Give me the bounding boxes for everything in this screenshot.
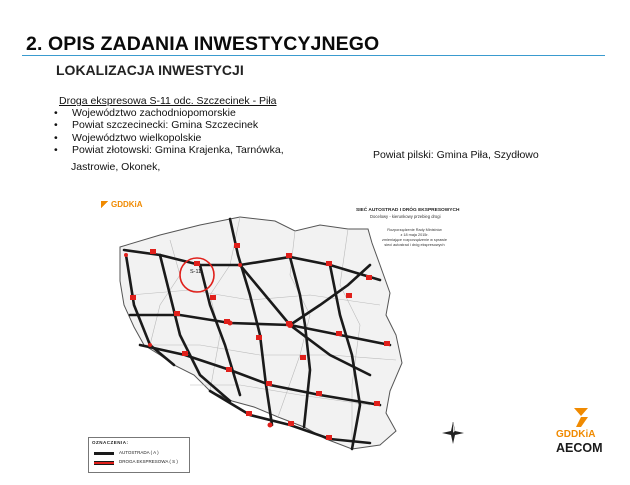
route-marker: [256, 335, 262, 340]
slide-subtitle: LOKALIZACJA INWESTYCJI: [56, 62, 244, 78]
route-marker: [182, 351, 188, 356]
location-list: [54, 107, 284, 157]
map-key: [88, 437, 190, 473]
list-item: [54, 144, 284, 156]
route-marker: [288, 421, 294, 426]
route-marker: [130, 295, 136, 300]
gddkia-brand-text: GDDKiA: [556, 429, 596, 440]
list-item: [54, 107, 284, 119]
city-marker: [148, 343, 152, 347]
bullet-icon: •: [54, 119, 58, 132]
gddkia-logo-icon: [572, 408, 590, 427]
bullet-icon: •: [54, 107, 58, 119]
legend-note-line: z 18 maja 2015r.: [400, 233, 429, 237]
route-marker: [384, 341, 390, 346]
route-marker: [194, 261, 200, 266]
route-marker: [286, 253, 292, 258]
list-item-continuation: Jastrowie, Okonek,: [71, 161, 161, 173]
list-item-text: Województwo zachodniopomorskie: [72, 107, 236, 119]
map-legend-title: SIEĆ AUTOSTRAD I DRÓG EKSPRESOWYCH: [356, 208, 460, 213]
route-marker: [174, 311, 180, 316]
legend-note-line: zmieniające rozporządzenie w sprawie: [382, 238, 447, 242]
route-marker: [150, 249, 156, 254]
map-legend-subtitle: Docelowy - kierunkowy przebieg drogi: [370, 214, 441, 219]
aecom-brand-text: AECOM: [556, 441, 603, 455]
list-item-text: Województwo wielkopolskie: [72, 131, 202, 144]
city-marker: [287, 322, 293, 328]
city-marker: [228, 321, 233, 326]
city-marker: [124, 253, 128, 257]
route-marker: [374, 401, 380, 406]
route-marker: [326, 261, 332, 266]
legend-note-line: Rozporządzenie Rady Ministrów: [387, 228, 442, 232]
list-item-text: Powiat szczecinecki: Gmina Szczecinek: [72, 119, 259, 132]
route-marker: [366, 275, 372, 280]
bullet-icon: •: [54, 131, 58, 144]
route-marker: [346, 293, 352, 298]
route-marker: [326, 435, 332, 440]
route-marker: [316, 391, 322, 396]
map-key-title: OZNACZENIA:: [92, 440, 129, 445]
map-key-motorway: AUTOSTRADA ( A ): [119, 450, 159, 455]
city-marker: [268, 423, 273, 428]
list-item: [54, 119, 284, 131]
list-item-text: Powiat złotowski: Gmina Krajenka, Tarnówka,: [72, 144, 284, 157]
city-marker: [238, 263, 242, 267]
title-divider: [22, 55, 605, 56]
slide-title: 2. OPIS ZADANIA INWESTYCYJNEGO: [26, 33, 380, 55]
route-marker: [336, 331, 342, 336]
expressway-swatch: [94, 461, 114, 465]
legend-note-line: sieci autostrad i dróg ekspresowych: [384, 243, 445, 247]
map-legend-note: [382, 228, 447, 248]
route-marker: [300, 355, 306, 360]
brand-block: [556, 408, 612, 464]
s11-highlight-label: S-11: [190, 269, 202, 275]
bullet-icon: •: [54, 144, 58, 157]
route-marker: [234, 243, 240, 248]
route-marker: [226, 367, 232, 372]
compass-icon: [442, 422, 464, 444]
poland-outline: [120, 217, 402, 449]
map-key-expressway: DROGA EKSPRESOWA ( S ): [119, 459, 178, 464]
pila-county-text: Powiat pilski: Gmina Piła, Szydłowo: [373, 149, 539, 161]
road-section-title: Droga ekspresowa S-11 odc. Szczecinek - Piła: [59, 95, 277, 107]
route-marker: [210, 295, 216, 300]
map-logo: [101, 200, 143, 209]
map-logo-text: GDDKiA: [111, 200, 143, 209]
list-item: [54, 132, 284, 144]
gddkia-logo-icon: [101, 201, 108, 209]
route-marker: [266, 381, 272, 386]
route-marker: [246, 411, 252, 416]
motorway-swatch: [94, 452, 114, 455]
